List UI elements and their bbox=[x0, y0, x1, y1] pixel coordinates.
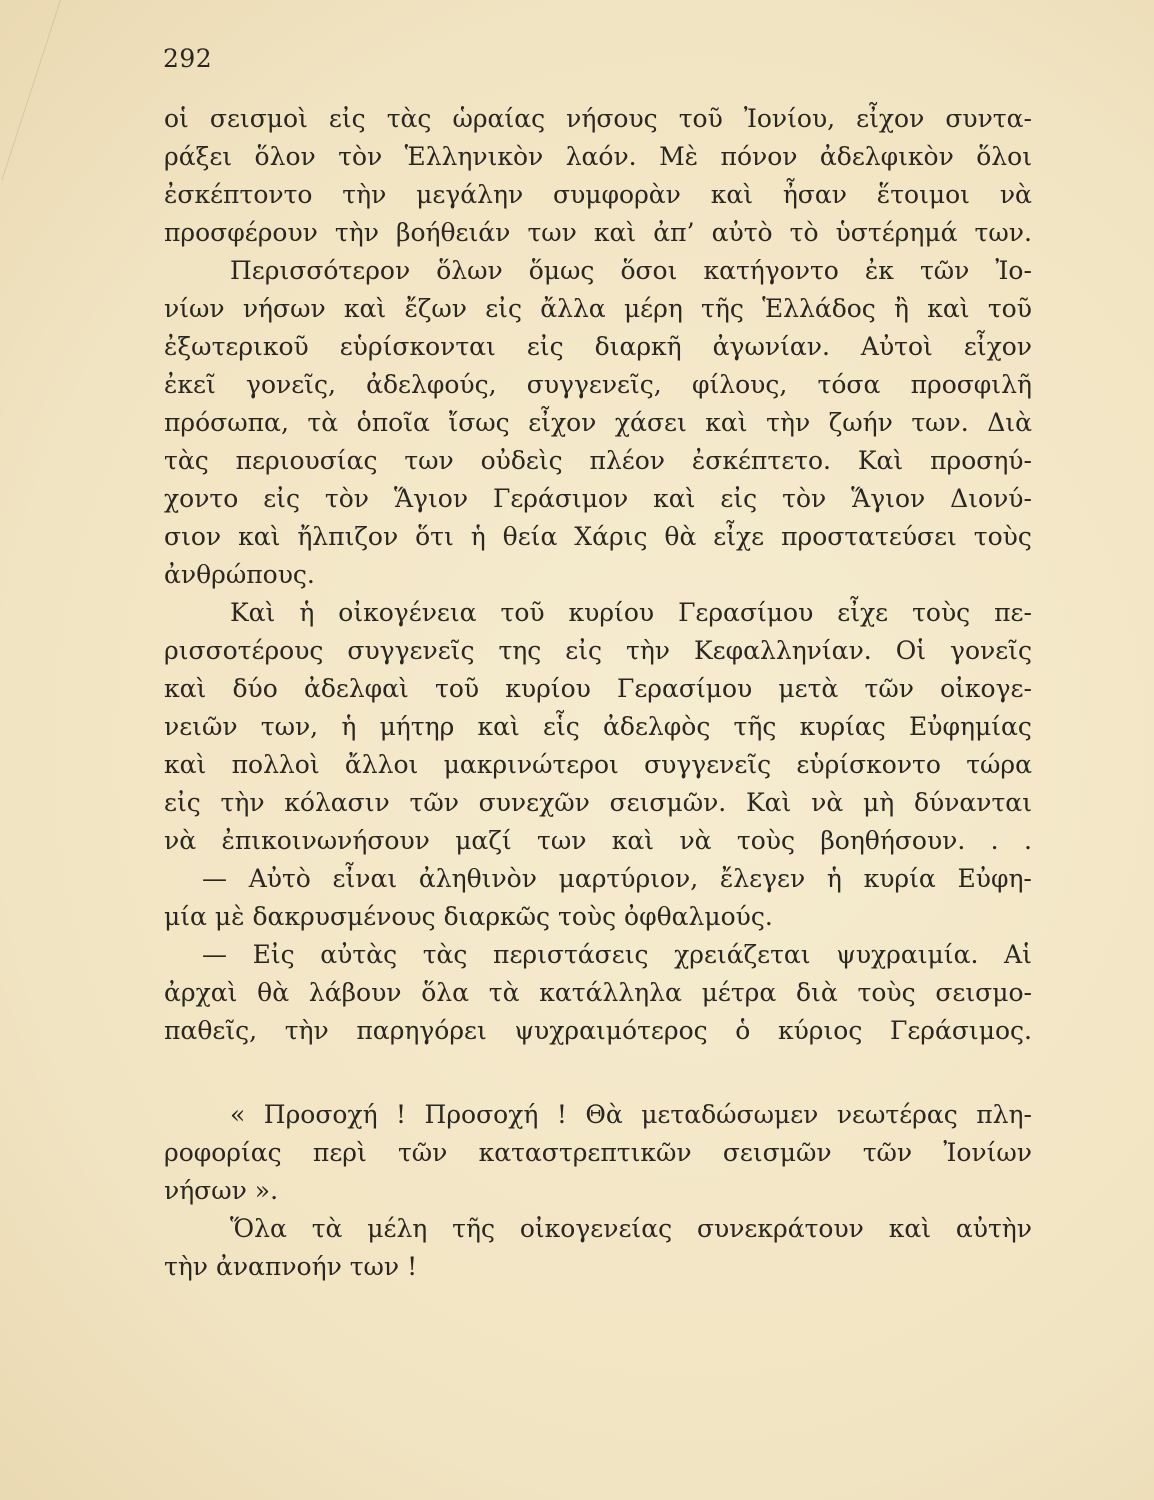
text-line: — Εἰς αὐτὰς τὰς περιστάσεις χρειάζεται ψυχραιμία. Αἱ bbox=[202, 940, 1032, 969]
text-line: καὶ δύο ἀδελφαὶ τοῦ κυρίου Γερασίμου μετὰ τῶν οἰκογε- bbox=[164, 674, 1032, 703]
text-line: « Προσοχή ! Προσοχή ! Θὰ μεταδώσωμεν νεωτέρας πλη- bbox=[230, 1100, 1032, 1129]
text-line: μία μὲ δακρυσμένους διαρκῶς τοὺς ὀφθαλμούς. bbox=[164, 902, 773, 931]
text-line: εἰς τὴν κόλασιν τῶν συνεχῶν σεισμῶν. Καὶ νὰ μὴ δύνανται bbox=[164, 788, 1032, 817]
text-line: προσφέρουν τὴν βοήθειάν των καὶ ἀπ’ αὐτὸ τὸ ὑστέρημά των. bbox=[164, 218, 1032, 247]
text-line: πρόσωπα, τὰ ὁποῖα ἴσως εἶχον χάσει καὶ τὴν ζωήν των. Διὰ bbox=[164, 408, 1032, 437]
text-line: ροφορίας περὶ τῶν καταστρεπτικῶν σεισμῶν τῶν Ἰονίων bbox=[164, 1138, 1032, 1167]
text-line: νίων νήσων καὶ ἔζων εἰς ἄλλα μέρη τῆς Ἑλλάδος ἢ καὶ τοῦ bbox=[164, 294, 1032, 323]
page-fold-mark bbox=[0, 0, 61, 180]
text-line: σιον καὶ ἤλπιζον ὅτι ἡ θεία Χάρις θὰ εἶχε προστατεύσει τοὺς bbox=[164, 522, 1032, 551]
text-line: χοντο εἰς τὸν Ἅγιον Γεράσιμον καὶ εἰς τὸν Ἅγιον Διονύ- bbox=[164, 484, 1032, 513]
text-line: Καὶ ἡ οἰκογένεια τοῦ κυρίου Γερασίμου εἶχε τοὺς πε- bbox=[230, 598, 1032, 627]
text-line: ἀρχαὶ θὰ λάβουν ὅλα τὰ κατάλληλα μέτρα διὰ τοὺς σεισμο- bbox=[164, 978, 1032, 1007]
text-line: ρισσοτέρους συγγενεῖς της εἰς τὴν Κεφαλληνίαν. Οἱ γονεῖς bbox=[164, 636, 1032, 665]
text-line: τὰς περιουσίας των οὐδεὶς πλέον ἐσκέπτετο. Καὶ προσηύ- bbox=[164, 446, 1032, 475]
text-line: Ὅλα τὰ μέλη τῆς οἰκογενείας συνεκράτουν καὶ αὐτὴν bbox=[230, 1214, 1032, 1243]
text-line: τὴν ἀναπνοήν των ! bbox=[164, 1252, 418, 1281]
text-line: ἐσκέπτοντο τὴν μεγάλην συμφορὰν καὶ ἦσαν ἕτοιμοι νὰ bbox=[164, 180, 1032, 209]
page-number: 292 bbox=[163, 44, 213, 73]
text-line: καὶ πολλοὶ ἄλλοι μακρινώτεροι συγγενεῖς εὑρίσκοντο τώρα bbox=[164, 750, 1032, 779]
text-line: παθεῖς, τὴν παρηγόρει ψυχραιμότερος ὁ κύριος Γεράσιμος. bbox=[164, 1016, 1032, 1045]
text-line: ράξει ὅλον τὸν Ἑλληνικὸν λαόν. Μὲ πόνον ἀδελφικὸν ὅλοι bbox=[164, 142, 1032, 171]
text-line: νειῶν των, ἡ μήτηρ καὶ εἷς ἀδελφὸς τῆς κυρίας Εὐφημίας bbox=[164, 712, 1032, 741]
body-text bbox=[164, 100, 1032, 1286]
text-line: ἀνθρώπους. bbox=[164, 560, 315, 589]
text-line: οἱ σεισμοὶ εἰς τὰς ὡραίας νήσους τοῦ Ἰονίου, εἶχον συντα- bbox=[164, 104, 1032, 133]
text-line: Περισσότερον ὅλων ὅμως ὅσοι κατήγοντο ἐκ τῶν Ἰο- bbox=[230, 256, 1032, 285]
text-line: — Αὐτὸ εἶναι ἀληθινὸν μαρτύριον, ἔλεγεν ἡ κυρία Εὐφη- bbox=[202, 864, 1032, 893]
text-line: νήσων ». bbox=[164, 1176, 279, 1205]
text-line: ἐξωτερικοῦ εὑρίσκονται εἰς διαρκῆ ἀγωνίαν. Αὐτοὶ εἶχον bbox=[164, 332, 1032, 361]
text-line: ἐκεῖ γονεῖς, ἀδελφούς, συγγενεῖς, φίλους, τόσα προσφιλῆ bbox=[164, 370, 1032, 399]
paragraph-gap bbox=[164, 1050, 1032, 1096]
text-line: νὰ ἐπικοινωνήσουν μαζί των καὶ νὰ τοὺς βοηθήσουν. . . bbox=[164, 826, 1032, 855]
